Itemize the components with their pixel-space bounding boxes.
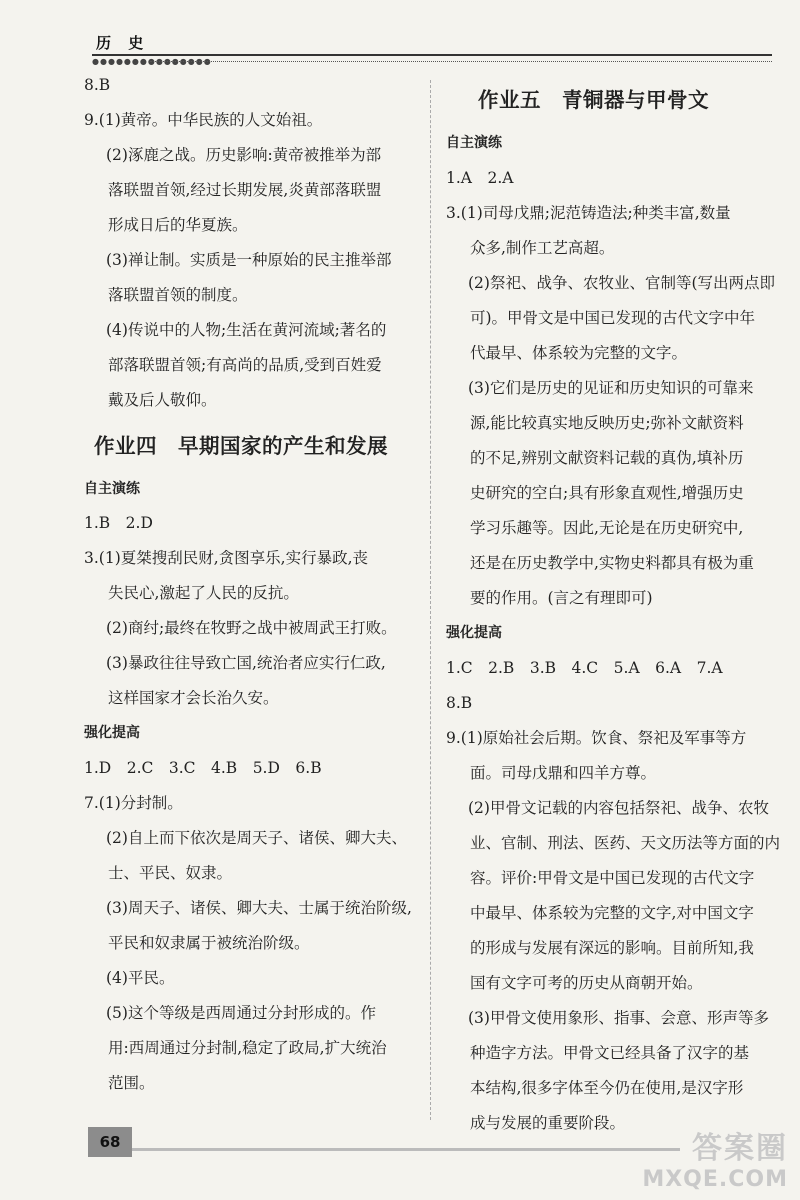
text-line: 学习乐趣等。因此,无论是在历史研究中, xyxy=(470,519,744,537)
text-line: 代最早、体系较为完整的文字。 xyxy=(470,344,688,362)
text-line: 还是在历史教学中,实物史料都具有极为重 xyxy=(470,554,754,572)
text-line: 业、官制、刑法、医药、天文历法等方面的内 xyxy=(470,834,781,852)
text-line: 源,能比较真实地反映历史;弥补文献资料 xyxy=(470,414,744,432)
text-line: 落联盟首领的制度。 xyxy=(108,286,248,304)
text-line: (3)周天子、诸侯、卿大夫、士属于统治阶级, xyxy=(106,899,412,917)
header-dotted-rule xyxy=(150,61,772,62)
text-line: 史研究的空白;具有形象直观性,增强历史 xyxy=(470,484,744,502)
text-line: 8.B xyxy=(446,694,473,712)
text-line: (2)涿鹿之战。历史影响:黄帝被推举为部 xyxy=(106,146,382,164)
text-line: 9.(1)黄帝。中华民族的人文始祖。 xyxy=(84,111,323,129)
text-line: (5)这个等级是西周通过分封形成的。作 xyxy=(106,1004,376,1022)
text-line: 戴及后人敬仰。 xyxy=(108,391,217,409)
text-line: 用:西周通过分封制,稳定了政局,扩大统治 xyxy=(108,1039,387,1057)
section-title: 作业五 青铜器与甲骨文 xyxy=(478,88,709,112)
subsection-heading: 自主演练 xyxy=(84,481,140,497)
header-dots: ●●●●●●●●●●●●●●● xyxy=(92,57,212,66)
text-line: 众多,制作工艺高超。 xyxy=(470,239,615,257)
text-line: 3.(1)司母戊鼎;泥范铸造法;种类丰富,数量 xyxy=(446,204,731,222)
text-line: 失民心,激起了人民的反抗。 xyxy=(108,584,299,602)
section-title: 作业四 早期国家的产生和发展 xyxy=(94,434,388,458)
watermark-url: MXQE.COM xyxy=(642,1167,788,1192)
text-line: (3)暴政往往导致亡国,统治者应实行仁政, xyxy=(106,654,386,672)
text-line: 8.B xyxy=(84,76,111,94)
watermark-logo xyxy=(642,1123,788,1192)
text-line: (4)传说中的人物;生活在黄河流域;著名的 xyxy=(106,321,387,339)
text-line: 种造字方法。甲骨文已经具备了汉字的基 xyxy=(470,1044,750,1062)
text-line: 3.(1)夏桀搜刮民财,贪图享乐,实行暴政,丧 xyxy=(84,549,369,567)
text-line: (3)禅让制。实质是一种原始的民主推举部 xyxy=(106,251,392,269)
text-line: (4)平民。 xyxy=(106,969,175,987)
text-line: (2)商纣;最终在牧野之战中被周武王打败。 xyxy=(106,619,397,637)
text-line: 落联盟首领,经过长期发展,炎黄部落联盟 xyxy=(108,181,382,199)
text-line: 要的作用。(言之有理即可) xyxy=(470,589,653,607)
text-line: (2)祭祀、战争、农牧业、官制等(写出两点即 xyxy=(468,274,776,292)
text-line: 1.A 2.A xyxy=(446,169,514,187)
text-line: 士、平民、奴隶。 xyxy=(108,864,233,882)
text-line: 9.(1)原始社会后期。饮食、祭祀及军事等方 xyxy=(446,729,747,747)
text-line: 范围。 xyxy=(108,1074,155,1092)
text-line: 部落联盟首领;有高尚的品质,受到百姓爱 xyxy=(108,356,382,374)
column-divider xyxy=(430,80,431,1120)
text-line: 的不足,辨别文献资料记载的真伪,填补历 xyxy=(470,449,744,467)
subsection-heading: 强化提高 xyxy=(446,625,502,641)
subsection-heading: 自主演练 xyxy=(446,135,502,151)
text-line: 平民和奴隶属于被统治阶级。 xyxy=(108,934,310,952)
text-line: (2)甲骨文记载的内容包括祭祀、战争、农牧 xyxy=(468,799,769,817)
subsection-heading: 强化提高 xyxy=(84,725,140,741)
text-line: (2)自上而下依次是周天子、诸侯、卿大夫、 xyxy=(106,829,407,847)
text-line: 1.D 2.C 3.C 4.B 5.D 6.B xyxy=(84,759,322,777)
text-line: 本结构,很多字体至今仍在使用,是汉字形 xyxy=(470,1079,744,1097)
left-column xyxy=(84,68,419,1101)
watermark-text: 答案圈 xyxy=(692,1131,788,1166)
text-line: 容。评价:甲骨文是中国已发现的古代文字 xyxy=(470,869,755,887)
text-line: 的形成与发展有深远的影响。目前所知,我 xyxy=(470,939,754,957)
text-line: 形成日后的华夏族。 xyxy=(108,216,248,234)
text-line: 1.B 2.D xyxy=(84,514,153,532)
text-line: 中最早、体系较为完整的文字,对中国文字 xyxy=(470,904,754,922)
text-line: (3)它们是历史的见证和历史知识的可靠来 xyxy=(468,379,754,397)
text-line: 7.(1)分封制。 xyxy=(84,794,183,812)
text-line: 成与发展的重要阶段。 xyxy=(470,1114,626,1132)
text-line: 面。司母戊鼎和四羊方尊。 xyxy=(470,764,657,782)
text-line: 国有文字可考的历史从商朝开始。 xyxy=(470,974,703,992)
header-rule xyxy=(92,54,772,56)
subject-header: 历 史 xyxy=(96,34,150,52)
text-line: (3)甲骨文使用象形、指事、会意、形声等多 xyxy=(468,1009,769,1027)
page-number: 68 xyxy=(88,1127,132,1157)
footer-rule xyxy=(132,1148,680,1151)
text-line: 1.C 2.B 3.B 4.C 5.A 6.A 7.A xyxy=(446,659,723,677)
text-line: 可)。甲骨文是中国已发现的古代文字中年 xyxy=(470,309,756,327)
right-column xyxy=(446,68,781,1141)
text-line: 这样国家才会长治久安。 xyxy=(108,689,279,707)
